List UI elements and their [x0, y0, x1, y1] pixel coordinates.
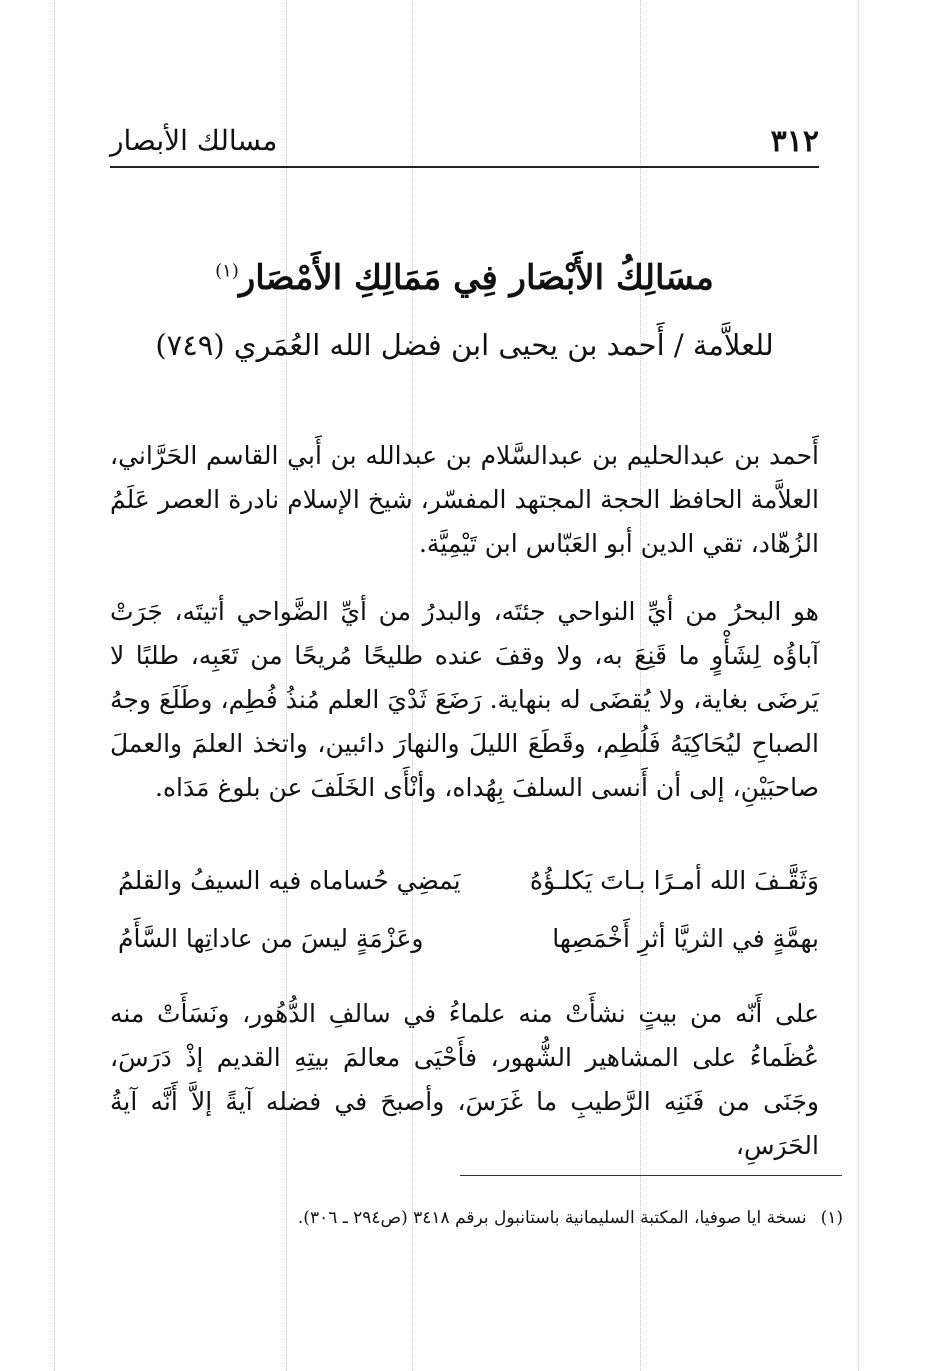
- page-number: ٣١٢: [770, 124, 819, 159]
- page-header: [110, 118, 819, 168]
- footnote: [150, 1208, 843, 1228]
- section-title-text: مسَالِكُ الأَبْصَار فِي مَمَالِكِ الأَمْصَار: [238, 258, 714, 298]
- verse-first-hemistich: بهمَّةٍ في الثريَّا أثرِ أَخْمَصِها: [552, 924, 819, 953]
- verse-first-hemistich: وَثَقَّـفَ الله أمـرًا بـاتَ يَكلـؤُهُ: [529, 866, 819, 895]
- verse-second-hemistich: وعَزْمَةٍ ليسَ من عاداتِها السَّأَمُ: [118, 924, 424, 953]
- verse-second-hemistich: يَمضِي حُساماه فيه السيفُ والقلمُ: [118, 866, 461, 895]
- scan-guide-line: [858, 0, 859, 1371]
- verse-line: [118, 866, 819, 910]
- verse-line: [118, 924, 819, 968]
- paragraph-praise: هو البحرُ من أيِّ النواحي جئتَه، والبدرُ من أيِّ الضَّواحي أتيتَه، جَرَتْ آباؤُه لِشَأْوٍ ما قَنِعَ به، ولا وقفَ عنده طليحًا مُريحًا من تَعَبِه، طلبًا لا يَرضَى بغاية، ولا يُقضَى له بنهاية. رَضَعَ ثَدْيَ العلم مُنذُ فُطِم، وطَلَعَ وجهُ الصباحِ ليُحَاكِيَهُ فَلُطِم، وقَطَعَ الليلَ والنهارَ دائبين، واتخذ العلمَ والعملَ صاحبَيْنِ، إلى أن أَنسى السلفَ بِهُداه، وأنْأَى الخَلَفَ عن بلوغ مَدَاه.: [110, 597, 819, 802]
- title-footnote-ref: (١): [215, 260, 239, 282]
- section-title: [110, 258, 819, 298]
- footnote-mark: (١): [820, 1208, 843, 1228]
- scan-guide-line: [54, 0, 55, 1371]
- paragraph-lineage: على أَنّه من بيتٍ نشأَتْ منه علماءُ في سالفِ الدُّهُور، ونَسَأَتْ منه عُظَماءُ على المشاهير الشُّهور، فأَحْيَى معالمَ بيتِهِ القديم إذْ دَرَسَ، وجَنَى من فَنَنِه الرَّطيبِ ما غَرَسَ، وأصبحَ في فضله آيةً إلاَّ أَنَّه آيةُ الحَرَسِ،: [110, 999, 819, 1160]
- footnote-text: نسخة ايا صوفيا، المكتبة السليمانية باستانبول برقم ٣٤١٨ (ص٢٩٤ ـ ٣٠٦).: [297, 1208, 807, 1228]
- paragraph-biography: أَحمد بن عبدالحليم بن عبدالسَّلام بن عبدالله بن أَبي القاسم الحَرَّاني، العلاَّمة الحافظ الحجة المجتهد المفسّر، شيخ الإسلام نادرة العصر عَلَمُ الزُهّاد، تقي الدين أبو العَبّاس ابن تَيْمِيَّة.: [110, 441, 819, 558]
- footnote-divider: [460, 1175, 842, 1176]
- running-title: مسالك الأبصار: [110, 124, 278, 157]
- author-line: للعلاَّمة / أَحمد بن يحيى ابن فضل الله العُمَري (٧٤٩): [155, 328, 774, 362]
